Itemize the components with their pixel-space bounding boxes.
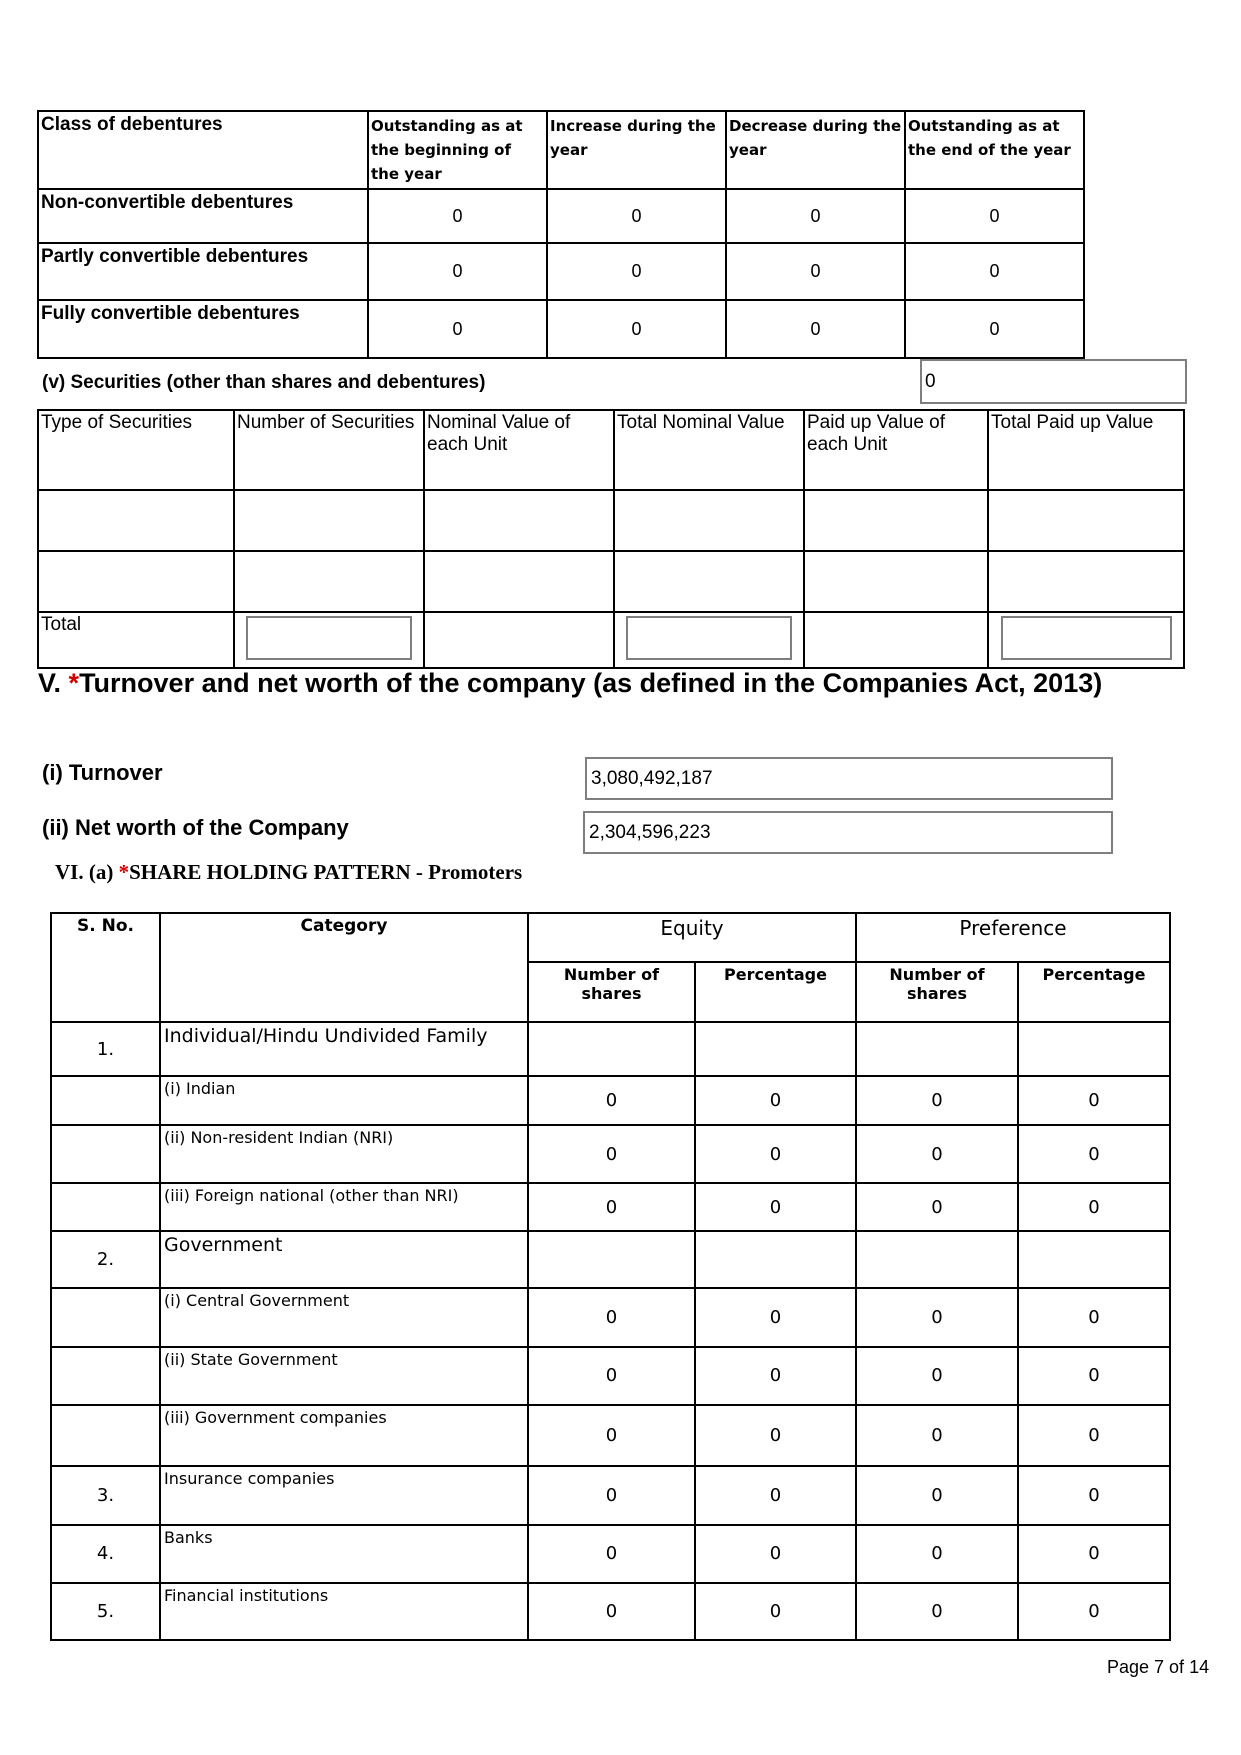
shareholding-body <box>51 1022 1170 1640</box>
debentures-table <box>37 110 1083 354</box>
securities-total-row <box>38 612 1184 668</box>
shareholding-value[interactable]: 0 <box>1018 1583 1170 1640</box>
securities-total-paid-cell <box>988 612 1184 668</box>
shareholding-table <box>50 912 1169 1641</box>
shareholding-value[interactable]: 0 <box>695 1076 856 1125</box>
debentures-value: 0 <box>547 300 726 358</box>
debentures-value: 0 <box>905 243 1084 300</box>
securities-cell[interactable] <box>614 490 804 551</box>
shareholding-row <box>51 1022 1170 1076</box>
shareholding-category: Banks <box>160 1525 528 1583</box>
shareholding-category: Financial institutions <box>160 1583 528 1640</box>
header-preference-shares: Number of shares <box>856 962 1018 1022</box>
shareholding-row <box>51 1183 1170 1231</box>
shareholding-value[interactable]: 0 <box>695 1347 856 1405</box>
securities-row <box>38 551 1184 612</box>
securities-total-nominal-field[interactable] <box>626 616 792 660</box>
shareholding-category: Government <box>160 1231 528 1288</box>
debentures-value: 0 <box>368 243 547 300</box>
shareholding-category: (i) Indian <box>160 1076 528 1125</box>
shareholding-row <box>51 1288 1170 1346</box>
securities-cell[interactable] <box>804 551 988 612</box>
securities-cell[interactable] <box>424 551 614 612</box>
shareholding-value[interactable]: 0 <box>528 1405 695 1466</box>
debentures-header-class: Class of debentures <box>38 111 368 189</box>
debentures-row-label: Non-convertible debentures <box>38 189 368 243</box>
debentures-header-end: Outstanding as at the end of the year <box>905 111 1084 189</box>
shareholding-sno <box>51 1125 160 1183</box>
shareholding-category: (ii) State Government <box>160 1347 528 1405</box>
debentures-header-beginning: Outstanding as at the beginning of the year <box>368 111 547 189</box>
debentures-value: 0 <box>726 300 905 358</box>
turnover-field[interactable]: 3,080,492,187 <box>585 757 1113 800</box>
shareholding-value[interactable]: 0 <box>1018 1347 1170 1405</box>
securities-cell[interactable] <box>988 551 1184 612</box>
debentures-row-label: Partly convertible debentures <box>38 243 368 300</box>
shareholding-category: (i) Central Government <box>160 1288 528 1346</box>
shareholding-row <box>51 1125 1170 1183</box>
securities-cell[interactable] <box>614 551 804 612</box>
shareholding-value[interactable]: 0 <box>528 1076 695 1125</box>
required-asterisk: * <box>118 860 130 884</box>
securities-cell[interactable] <box>234 490 424 551</box>
debentures-header-decrease: Decrease during the year <box>726 111 905 189</box>
shareholding-sno <box>51 1405 160 1466</box>
shareholding-value[interactable]: 0 <box>528 1288 695 1346</box>
debentures-row-fully-convertible <box>38 300 1084 358</box>
securities-header-paid-unit: Paid up Value of each Unit <box>804 410 988 490</box>
securities-total-number-cell <box>234 612 424 668</box>
shareholding-value[interactable]: 0 <box>695 1125 856 1183</box>
debentures-value: 0 <box>726 189 905 243</box>
shareholding-value[interactable]: 0 <box>528 1466 695 1525</box>
securities-total-number-field[interactable] <box>246 616 412 660</box>
shareholding-value[interactable]: 0 <box>1018 1525 1170 1583</box>
shareholding-value[interactable]: 0 <box>856 1583 1018 1640</box>
shareholding-sno <box>51 1347 160 1405</box>
debentures-value: 0 <box>547 189 726 243</box>
shareholding-value[interactable]: 0 <box>856 1125 1018 1183</box>
header-preference-percentage: Percentage <box>1018 962 1170 1022</box>
networth-field[interactable]: 2,304,596,223 <box>583 811 1113 854</box>
shareholding-sno: 2. <box>51 1231 160 1288</box>
debentures-value: 0 <box>905 189 1084 243</box>
securities-header-number: Number of Securities <box>234 410 424 490</box>
shareholding-sno: 4. <box>51 1525 160 1583</box>
page-number: Page 7 of 14 <box>1107 1657 1210 1677</box>
shareholding-value[interactable]: 0 <box>528 1347 695 1405</box>
shareholding-row <box>51 1076 1170 1125</box>
shareholding-row <box>51 1231 1170 1288</box>
header-equity-percentage: Percentage <box>695 962 856 1022</box>
securities-cell[interactable] <box>234 551 424 612</box>
section-vi-heading <box>55 860 522 885</box>
shareholding-value[interactable]: 0 <box>695 1183 856 1231</box>
shareholding-category: Individual/Hindu Undivided Family <box>160 1022 528 1076</box>
securities-header-total-nominal: Total Nominal Value <box>614 410 804 490</box>
shareholding-row <box>51 1347 1170 1405</box>
debentures-header-increase: Increase during the year <box>547 111 726 189</box>
shareholding-value[interactable]: 0 <box>695 1583 856 1640</box>
shareholding-value[interactable]: 0 <box>1018 1288 1170 1346</box>
shareholding-sno: 1. <box>51 1022 160 1076</box>
shareholding-row <box>51 1583 1170 1640</box>
securities-total-nominal-cell <box>614 612 804 668</box>
securities-count-field[interactable]: 0 <box>920 359 1187 404</box>
shareholding-value[interactable] <box>528 1231 695 1288</box>
section-v-heading <box>38 668 1102 699</box>
shareholding-value[interactable]: 0 <box>856 1183 1018 1231</box>
debentures-value: 0 <box>368 189 547 243</box>
shareholding-category: Insurance companies <box>160 1466 528 1525</box>
networth-label: (ii) Net worth of the Company <box>42 815 349 840</box>
shareholding-row <box>51 1405 1170 1466</box>
shareholding-sno <box>51 1076 160 1125</box>
shareholding-value[interactable] <box>856 1022 1018 1076</box>
shareholding-value[interactable] <box>1018 1022 1170 1076</box>
shareholding-value[interactable]: 0 <box>856 1525 1018 1583</box>
shareholding-category: (iii) Government companies <box>160 1405 528 1466</box>
securities-cell[interactable] <box>38 490 234 551</box>
securities-table <box>37 409 1183 667</box>
securities-title: (v) Securities (other than shares and debentures) <box>42 372 486 393</box>
shareholding-value[interactable]: 0 <box>695 1405 856 1466</box>
shareholding-sno: 3. <box>51 1466 160 1525</box>
securities-total-paid-field[interactable] <box>1001 616 1172 660</box>
securities-cell[interactable] <box>424 490 614 551</box>
shareholding-row <box>51 1525 1170 1583</box>
shareholding-row <box>51 1466 1170 1525</box>
header-sno: S. No. <box>51 913 160 1022</box>
securities-cell <box>804 612 988 668</box>
shareholding-value[interactable]: 0 <box>695 1288 856 1346</box>
shareholding-value[interactable] <box>528 1022 695 1076</box>
shareholding-value[interactable] <box>695 1231 856 1288</box>
debentures-value: 0 <box>547 243 726 300</box>
securities-header-type: Type of Securities <box>38 410 234 490</box>
shareholding-value[interactable]: 0 <box>695 1466 856 1525</box>
securities-header-nominal-unit: Nominal Value of each Unit <box>424 410 614 490</box>
shareholding-category: (ii) Non-resident Indian (NRI) <box>160 1125 528 1183</box>
shareholding-value[interactable] <box>1018 1231 1170 1288</box>
debentures-value: 0 <box>726 243 905 300</box>
header-equity-shares: Number of shares <box>528 962 695 1022</box>
turnover-label: (i) Turnover <box>42 760 163 785</box>
header-preference: Preference <box>856 913 1170 962</box>
securities-header-total-paid: Total Paid up Value <box>988 410 1184 490</box>
debentures-value: 0 <box>905 300 1084 358</box>
section-v-title: Turnover and net worth of the company (as defined in the Companies Act, 2013) <box>79 668 1103 698</box>
shareholding-value[interactable] <box>695 1022 856 1076</box>
shareholding-sno <box>51 1183 160 1231</box>
shareholding-value[interactable]: 0 <box>856 1466 1018 1525</box>
shareholding-sno: 5. <box>51 1583 160 1640</box>
shareholding-value[interactable]: 0 <box>1018 1405 1170 1466</box>
section-vi-prefix: VI. (a) <box>55 860 119 884</box>
shareholding-value[interactable]: 0 <box>1018 1125 1170 1183</box>
securities-total-label: Total <box>38 612 234 668</box>
debentures-row-non-convertible <box>38 189 1084 243</box>
securities-cell[interactable] <box>988 490 1184 551</box>
shareholding-sno <box>51 1288 160 1346</box>
shareholding-value[interactable]: 0 <box>528 1583 695 1640</box>
section-vi-suffix: - Promoters <box>410 860 523 884</box>
securities-cell[interactable] <box>804 490 988 551</box>
section-vi-title: SHARE HOLDING PATTERN <box>129 860 411 884</box>
shareholding-value[interactable] <box>856 1231 1018 1288</box>
header-equity: Equity <box>528 913 856 962</box>
shareholding-value[interactable]: 0 <box>1018 1466 1170 1525</box>
securities-cell <box>424 612 614 668</box>
shareholding-value[interactable]: 0 <box>528 1125 695 1183</box>
shareholding-value[interactable]: 0 <box>856 1288 1018 1346</box>
shareholding-value[interactable]: 0 <box>528 1183 695 1231</box>
shareholding-value[interactable]: 0 <box>695 1525 856 1583</box>
shareholding-value[interactable]: 0 <box>856 1076 1018 1125</box>
shareholding-value[interactable]: 0 <box>528 1525 695 1583</box>
header-category: Category <box>160 913 528 1022</box>
securities-row <box>38 490 1184 551</box>
debentures-value: 0 <box>368 300 547 358</box>
shareholding-category: (iii) Foreign national (other than NRI) <box>160 1183 528 1231</box>
shareholding-value[interactable]: 0 <box>856 1347 1018 1405</box>
shareholding-value[interactable]: 0 <box>1018 1076 1170 1125</box>
debentures-row-partly-convertible <box>38 243 1084 300</box>
securities-cell[interactable] <box>38 551 234 612</box>
shareholding-value[interactable]: 0 <box>1018 1183 1170 1231</box>
debentures-row-label: Fully convertible debentures <box>38 300 368 358</box>
shareholding-value[interactable]: 0 <box>856 1405 1018 1466</box>
section-v-prefix: V. <box>38 668 69 698</box>
required-asterisk: * <box>68 668 80 698</box>
